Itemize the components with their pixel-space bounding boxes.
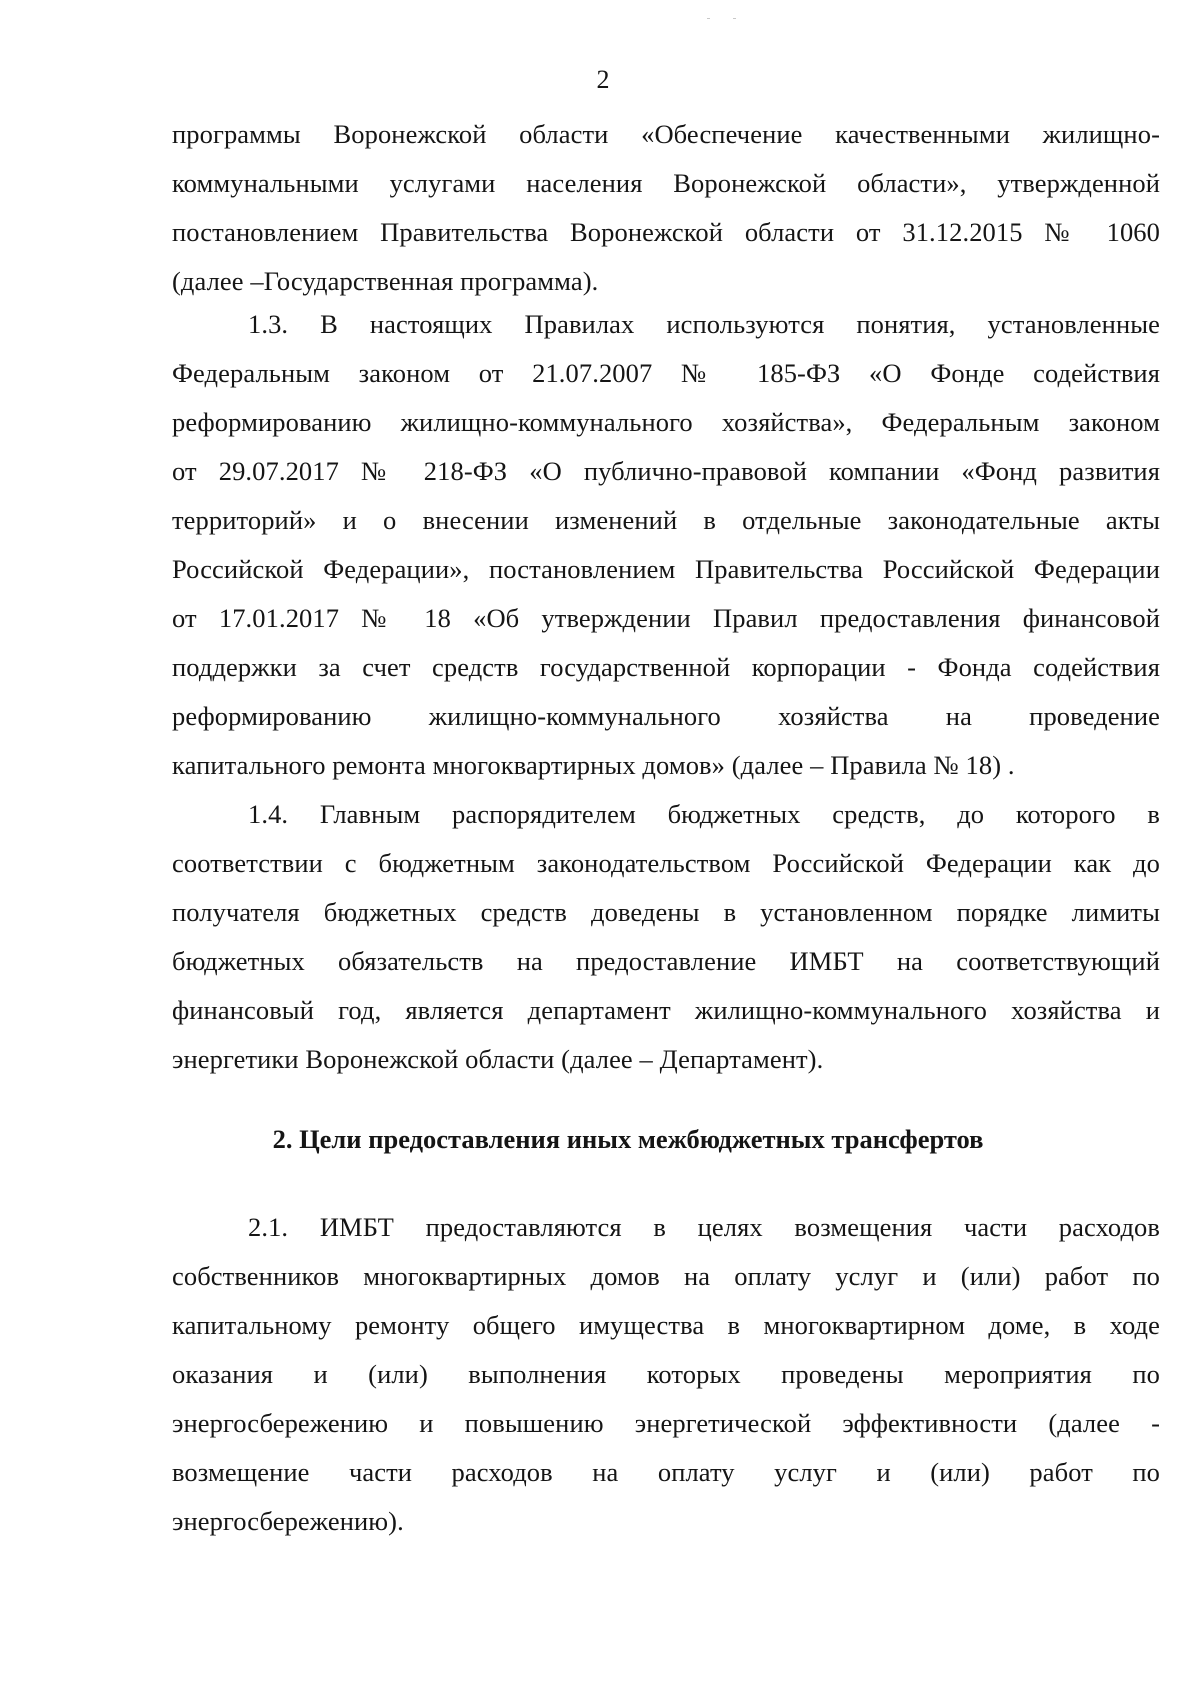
text-line: 1.3. В настоящих Правилах используются понятия, установленные — [248, 309, 1160, 339]
text-line: получателя бюджетных средств доведены в установленном порядке лимиты — [172, 897, 1160, 927]
text-line: от 29.07.2017 № 218-ФЗ «О публично-правовой компании «Фонд развития — [172, 456, 1160, 486]
text-line: реформированию жилищно-коммунального хозяйства на проведение — [172, 701, 1160, 731]
text-line: соответствии с бюджетным законодательством Российской Федерации как до — [172, 848, 1160, 878]
text-line: реформированию жилищно-коммунального хозяйства», Федеральным законом — [172, 407, 1160, 437]
text-line: коммунальными услугами населения Воронежской области», утвержденной — [172, 168, 1160, 198]
text-line: капитального ремонта многоквартирных домов» (далее – Правила № 18) . — [172, 750, 1015, 780]
text-line: энергосбережению). — [172, 1506, 404, 1536]
text-line: энергетики Воронежской области (далее – Департамент). — [172, 1044, 824, 1074]
text-line: программы Воронежской области «Обеспечение качественными жилищно- — [172, 119, 1160, 149]
text-line: капитальному ремонту общего имущества в многоквартирном доме, в ходе — [172, 1310, 1160, 1340]
text-line: территорий» и о внесении изменений в отдельные законодательные акты — [172, 505, 1160, 535]
text-line: финансовый год, является департамент жилищно-коммунального хозяйства и — [172, 995, 1160, 1025]
page-number: 2 — [596, 65, 610, 94]
text-line: Федеральным законом от 21.07.2007 № 185-ФЗ «О Фонде содействия — [172, 358, 1160, 388]
text-line: постановлением Правительства Воронежской области от 31.12.2015 № 1060 — [172, 217, 1160, 247]
text-line: бюджетных обязательств на предоставление ИМБТ на соответствующий — [172, 946, 1160, 976]
section-heading: 2. Цели предоставления иных межбюджетных трансфертов — [272, 1124, 984, 1154]
text-line: собственников многоквартирных домов на оплату услуг и (или) работ по — [172, 1261, 1160, 1291]
text-line: 2.1. ИМБТ предоставляются в целях возмещения части расходов — [248, 1212, 1160, 1242]
text-line: от 17.01.2017 № 18 «Об утверждении Правил предоставления финансовой — [172, 603, 1160, 633]
text-line: поддержки за счет средств государственной корпорации - Фонда содействия — [172, 652, 1160, 682]
text-line: энергосбережению и повышению энергетической эффективности (далее - — [172, 1408, 1160, 1438]
paragraph-continuation — [172, 110, 1160, 306]
scan-artifact — [733, 18, 736, 19]
text-line: 1.4. Главным распорядителем бюджетных средств, до которого в — [248, 799, 1160, 829]
scan-artifact — [707, 18, 710, 19]
text-line: Российской Федерации», постановлением Правительства Российской Федерации — [172, 554, 1160, 584]
text-line: возмещение части расходов на оплату услуг и (или) работ по — [172, 1457, 1160, 1487]
paragraph-2-1 — [172, 1203, 1160, 1546]
text-line: оказания и (или) выполнения которых проведены мероприятия по — [172, 1359, 1160, 1389]
paragraph-1-3 — [172, 300, 1160, 790]
paragraph-1-4 — [172, 790, 1160, 1084]
text-line: (далее –Государственная программа). — [172, 266, 599, 296]
